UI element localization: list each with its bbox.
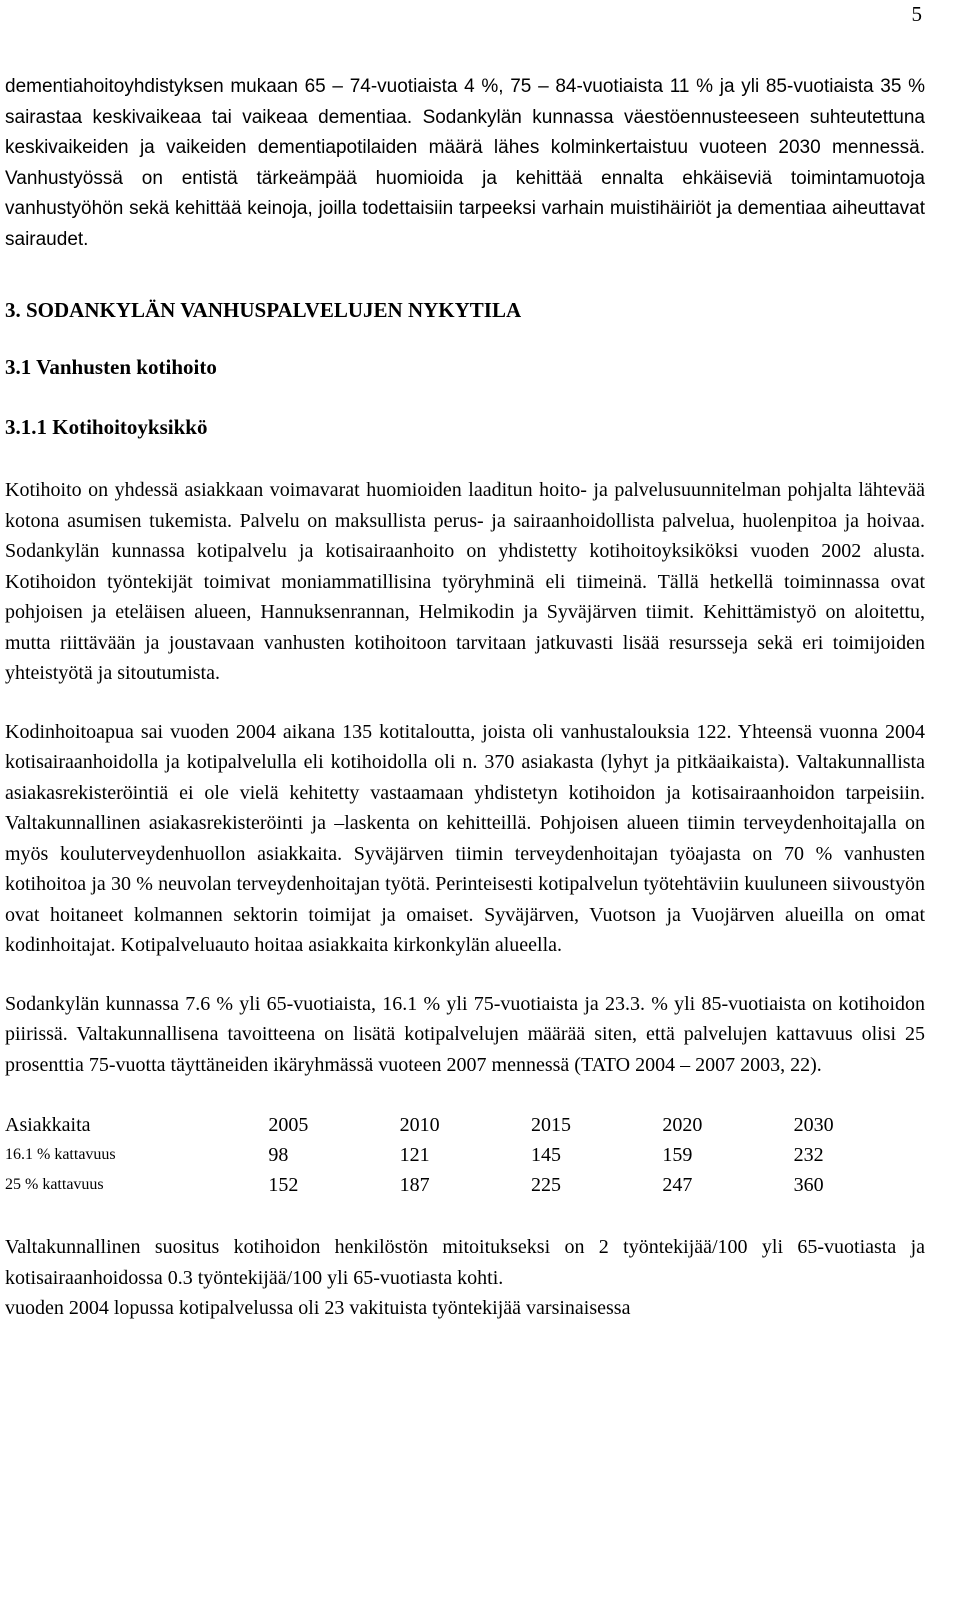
table-row — [5, 1170, 925, 1200]
paragraph-kotihoito: Kotihoito on yhdessä asiakkaan voimavarat huomioiden laaditun hoito- ja palvelusuunnitelman pohjalta lähtevää kotona asumisen tukemista. Palvelu on maksullista perus- ja sairaanhoidollista palvelua, huolenpitoa ja hoivaa. Sodankylän kunnassa kotipalvelu ja kotisairaanhoito on yhdistetty kotihoitoyksiköksi vuoden 2002 alusta. Kotihoidon työntekijät toimivat moniammatillisina työryhminä eli tiimeinä. Tällä hetkellä toiminnassa ovat pohjoisen ja eteläisen alueen, Hannuksenrannan, Helmikodin ja Syväjärven tiimit. Kehittämistyö on aloitettu, mutta riittävään ja joustavaan vanhusten kotihoitoon tarvitaan jatkuvasti lisää resursseja sekä eri toimijoiden yhteistyötä ja sitoutumista. — [5, 479, 925, 684]
table-header-cell: 2005 — [268, 1113, 309, 1136]
table-cell: 247 — [662, 1173, 693, 1196]
subsection-heading: 3.1.1 Kotihoitoyksikkö — [5, 415, 208, 439]
table-cell: 121 — [399, 1143, 430, 1166]
paragraph-kattavuus: Sodankylän kunnassa 7.6 % yli 65-vuotiaista, 16.1 % yli 75-vuotiaista ja 23.3. % yli 85-vuotiaista on kotihoidon piirissä. Valtakunnallisena tavoitteena on lisätä kotipalvelujen määrää siten, että palvelujen kattavuus olisi 25 prosenttia 75-vuotta täyttäneiden ikäryhmässä vuoteen 2007 mennessä (TATO 2004 – 2007 2003, 22). — [5, 992, 925, 1076]
table-cell: 145 — [530, 1143, 561, 1166]
table-header-cell: 2020 — [662, 1113, 703, 1136]
table-row-label: 25 % kattavuus — [5, 1176, 104, 1193]
page-number: 5 — [911, 2, 922, 26]
table-row-label: 16.1 % kattavuus — [5, 1146, 116, 1163]
paragraph-kodinhoitoapu: Kodinhoitoapua sai vuoden 2004 aikana 135 kotitaloutta, joista oli vanhustalouksia 122. Yhteensä vuonna 2004 kotisairaanhoidolla ja kotipalvelulla eli kotihoidolla oli n. 370 asiakasta (lyhyt ja pitkäaikaista). Valtakunnallista asiakasrekisteröintiä ei ole vielä kehitetty vastaamaan yhdistetyn kotihoidon ja kotisairaanhoidon tarpeisiin. Valtakunnallinen asiakasrekisteröinti ja –laskenta on kehitteillä. Pohjoisen alueen tiimin terveydenhoitajalla on myös kouluterveydenhuollon asiakkaita. Syväjärven tiimin terveydenhoitajan työajasta on 70 % vanhusten kotihoitoa ja 30 % neuvolan terveydenhoitajan työtä. Perinteisesti kotipalvelun työtehtäviin kuuluneen siivoustyön ovat hoitaneet kolmannen sektorin toimijat ja omaiset. Syväjärven, Vuotson ja Vuojärven alueilla on omat kodinhoitajat. Kotipalveluauto hoitaa asiakkaita kirkonkylän alueella. — [5, 720, 925, 956]
document-body — [5, 72, 925, 1324]
table-header-cell: Asiakkaita — [5, 1113, 91, 1136]
table-cell: 232 — [793, 1143, 824, 1166]
table-row — [5, 1140, 925, 1170]
table-header-cell: 2010 — [399, 1113, 440, 1136]
paragraph-henkilosto-start: vuoden 2004 lopussa kotipalvelussa oli 23 vakituista työntekijää varsinaisessa — [5, 1297, 631, 1319]
table-header-cell: 2030 — [793, 1113, 834, 1136]
clients-table — [5, 1110, 925, 1200]
table-cell: 187 — [399, 1173, 430, 1196]
table-header-cell: 2015 — [530, 1113, 571, 1136]
table-header-row — [5, 1110, 925, 1140]
table-cell: 360 — [793, 1173, 824, 1196]
table-cell: 152 — [268, 1173, 299, 1196]
table-cell: 98 — [268, 1143, 289, 1166]
chapter-heading: 3. SODANKYLÄN VANHUSPALVELUJEN NYKYTILA — [5, 298, 522, 322]
intro-paragraph: dementiahoitoyhdistyksen mukaan 65 – 74-vuotiaista 4 %, 75 – 84-vuotiaista 11 % ja yli 85-vuotiaista 35 % sairastaa keskivaikeaa tai vaikeaa dementiaa. Sodankylän kunnassa väestöennusteeseen suhteutettuna keskivaikeiden ja vaikeiden dementiapotilaiden määrä lähes kolminkertaistuu vuoteen 2030 mennessä. Vanhustyössä on entistä tärkeämpää huomioida ja kehittää ennalta ehkäiseviä toimintamuotoja vanhustyöhön sekä kehittää keinoja, joilla todettaisiin tarpeeksi varhain muistihäiriöt ja dementiaa aiheuttavat sairaudet. — [5, 76, 925, 250]
paragraph-suositus: Valtakunnallinen suositus kotihoidon henkilöstön mitoitukseksi on 2 työntekijää/100 yli 65-vuotiasta ja kotisairaanhoidossa 0.3 työntekijää/100 yli 65-vuotiasta kohti. — [5, 1236, 925, 1289]
table-cell: 159 — [662, 1143, 693, 1166]
table-cell: 225 — [530, 1173, 561, 1196]
section-heading: 3.1 Vanhusten kotihoito — [5, 355, 217, 379]
